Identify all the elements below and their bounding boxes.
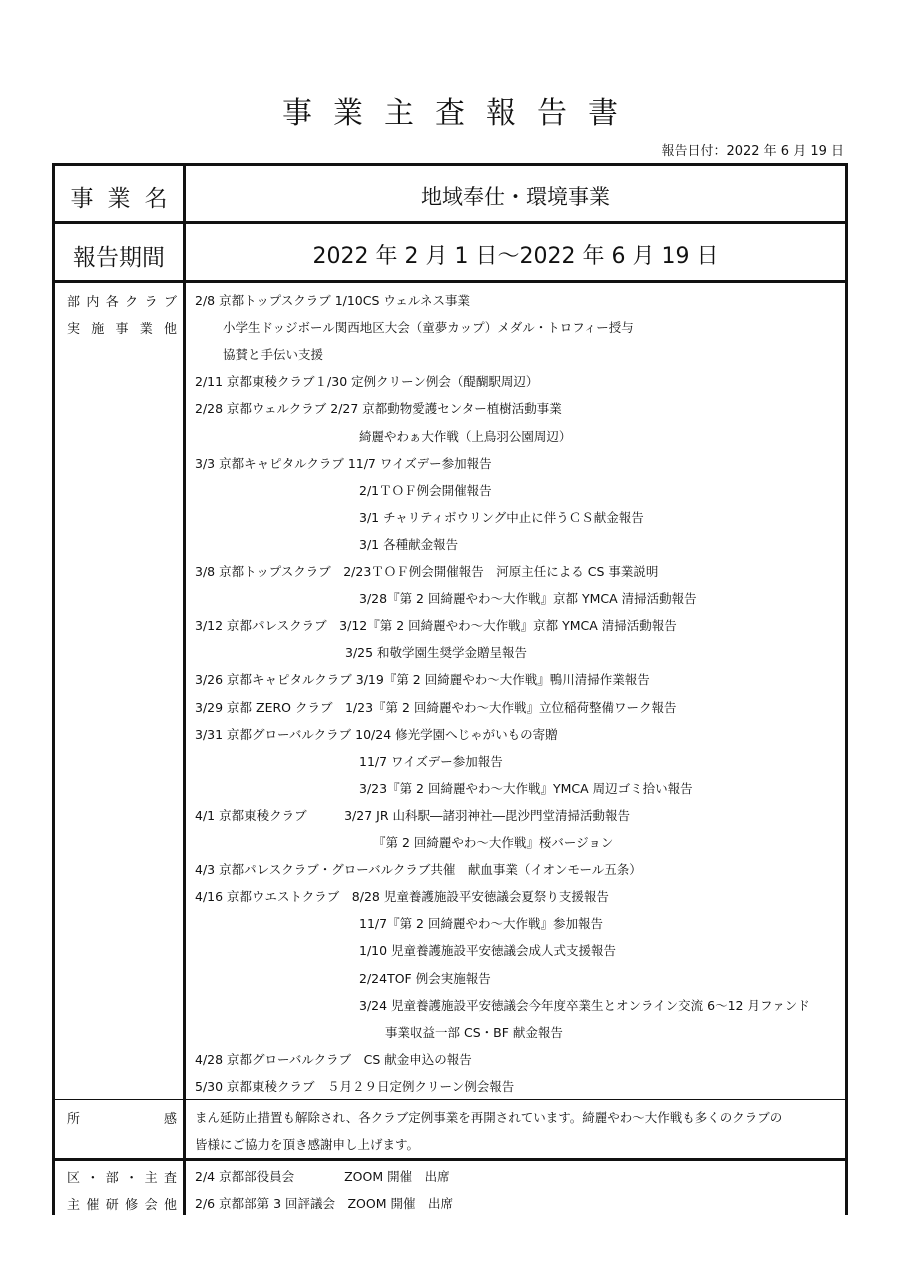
activity-line: 3/24 児童養護施設平安徳議会今年度卒業生とオンライン交流 6～12 月ファンド [359, 997, 810, 1013]
impressions-line: 皆様にご協力を頂き感謝申し上げます。 [195, 1137, 420, 1152]
project-name-label: 事業名 [70, 186, 182, 212]
district-line: 2/4 京都部役員会 ZOOM 開催 出席 [195, 1169, 450, 1184]
activity-line: 1/10 児童養護施設平安徳議会成人式支援報告 [359, 943, 617, 959]
activity-line: 5/30 京都東稜クラブ ５月２９日定例クリーン例会報告 [195, 1078, 515, 1094]
document-title: 事業主査報告書 [282, 96, 639, 131]
label-char: 他 [163, 322, 177, 337]
label-char: 区 [67, 1171, 81, 1186]
impressions-line: まん延防止措置も解除され、各クラブ定例事業を再開されています。綺麗やわ～大作戦も多くのクラブの [195, 1110, 783, 1125]
activity-line: 協賛と手伝い支援 [223, 347, 324, 363]
activity-line: 2/11 京都東稜クラブ１/30 定例クリーン例会（醍醐駅周辺） [195, 374, 539, 390]
activity-line: 3/25 和敬学園生奨学金贈呈報告 [345, 645, 528, 661]
label-char: 修 [125, 1198, 139, 1213]
activity-line: 『第 2 回綺麗やわ～大作戦』桜バージョン [373, 835, 614, 850]
activity-line: 小学生ドッジボール関西地区大会（童夢カップ）メダル・トロフィー授与 [223, 320, 634, 336]
label-char: 催 [86, 1198, 100, 1213]
label-char: ク [125, 295, 139, 310]
row-divider [55, 280, 845, 283]
label-char: 内 [86, 295, 100, 310]
column-divider [183, 166, 186, 1215]
label-char: 査 [163, 1171, 177, 1186]
activity-line: 2/8 京都トップスクラブ 1/10CS ウェルネス事業 [195, 293, 471, 308]
district-line: 2/6 京都部第 3 回評議会 ZOOM 開催 出席 [195, 1196, 453, 1211]
project-name-value: 地域奉仕・環境事業 [421, 185, 610, 209]
activity-line: 綺麗やわぁ大作戦（上鳥羽公園周辺） [359, 428, 572, 444]
label-char: 部 [105, 1171, 119, 1186]
row-divider [55, 221, 845, 224]
activity-line: 2/1ＴＯＦ例会開催報告 [359, 482, 492, 498]
impressions-label [67, 1108, 177, 1127]
impressions-label-start: 所 [67, 1112, 81, 1127]
activities-label [67, 291, 177, 310]
activities-label [67, 318, 177, 337]
activity-line: 3/28『第 2 回綺麗やわ～大作戦』京都 YMCA 清掃活動報告 [359, 591, 697, 607]
activity-line: 3/3 京都キャピタルクラブ 11/7 ワイズデー参加報告 [195, 455, 492, 471]
activity-line: 3/29 京都 ZERO クラブ 1/23『第 2 回綺麗やわ～大作戦』立位稲荷整備ワーク報告 [195, 699, 677, 715]
period-label: 報告期間 [73, 245, 165, 271]
label-char: 業 [139, 322, 153, 337]
activity-line: 4/16 京都ウエストクラブ 8/28 児童養護施設平安徳議会夏祭り支援報告 [195, 889, 609, 905]
activity-line: 3/26 京都キャピタルクラブ 3/19『第 2 回綺麗やわ～大作戦』鴨川清掃作業報告 [195, 672, 650, 688]
activity-line: 3/1 チャリティボウリング中止に伴うＣＳ献金報告 [359, 509, 644, 525]
label-char: 会 [144, 1198, 158, 1213]
impressions-label-end: 感 [163, 1112, 177, 1127]
activity-line: 3/31 京都グローバルクラブ 10/24 修光学園へじゃがいもの寄贈 [195, 726, 558, 742]
period-value: 2022 年 2 月 1 日～2022 年 6 月 19 日 [312, 244, 719, 269]
row-divider [55, 1158, 845, 1161]
label-char: 事 [115, 322, 129, 337]
activity-line: 4/1 京都東稜クラブ 3/27 JR 山科駅―諸羽神社―毘沙門堂清掃活動報告 [195, 807, 630, 823]
label-char: 主 [144, 1171, 158, 1186]
activity-line: 3/1 各種献金報告 [359, 536, 459, 552]
activity-line: 2/24TOF 例会実施報告 [359, 970, 491, 986]
label-char: 各 [105, 295, 119, 310]
label-char: ラ [144, 295, 158, 310]
district-label [67, 1167, 177, 1186]
label-char: 実 [67, 322, 81, 337]
label-char: 研 [105, 1198, 119, 1213]
activity-line: 2/28 京都ウェルクラブ 2/27 京都動物愛護センター植樹活動事業 [195, 401, 562, 417]
label-char: ・ [86, 1171, 100, 1186]
row-divider [55, 1099, 845, 1100]
report-date: 報告日付：2022 年 6 月 19 日 [661, 144, 844, 159]
activity-line: 事業収益一部 CS・BF 献金報告 [385, 1024, 563, 1040]
activity-line: 11/7 ワイズデー参加報告 [359, 753, 503, 769]
label-char: 他 [163, 1198, 177, 1213]
activity-line: 3/12 京都パレスクラブ 3/12『第 2 回綺麗やわ～大作戦』京都 YMCA 清掃活動報告 [195, 618, 677, 634]
label-char: ・ [125, 1171, 139, 1186]
activity-line: 3/23『第 2 回綺麗やわ～大作戦』YMCA 周辺ゴミ拾い報告 [359, 780, 693, 796]
activity-line: 3/8 京都トップスクラブ 2/23ＴＯＦ例会開催報告 河原主任による CS 事業説明 [195, 564, 659, 579]
activity-line: 4/28 京都グローバルクラブ CS 献金申込の報告 [195, 1051, 472, 1067]
activity-line: 4/3 京都パレスクラブ・グローバルクラブ共催 献血事業（イオンモール五条） [195, 862, 642, 878]
label-char: 主 [67, 1198, 81, 1213]
activity-line: 11/7『第 2 回綺麗やわ～大作戦』参加報告 [359, 916, 603, 932]
district-label [67, 1194, 177, 1213]
label-char: 部 [67, 295, 81, 310]
report-table [52, 163, 848, 1215]
label-char: ブ [163, 295, 177, 310]
label-char: 施 [91, 322, 105, 337]
